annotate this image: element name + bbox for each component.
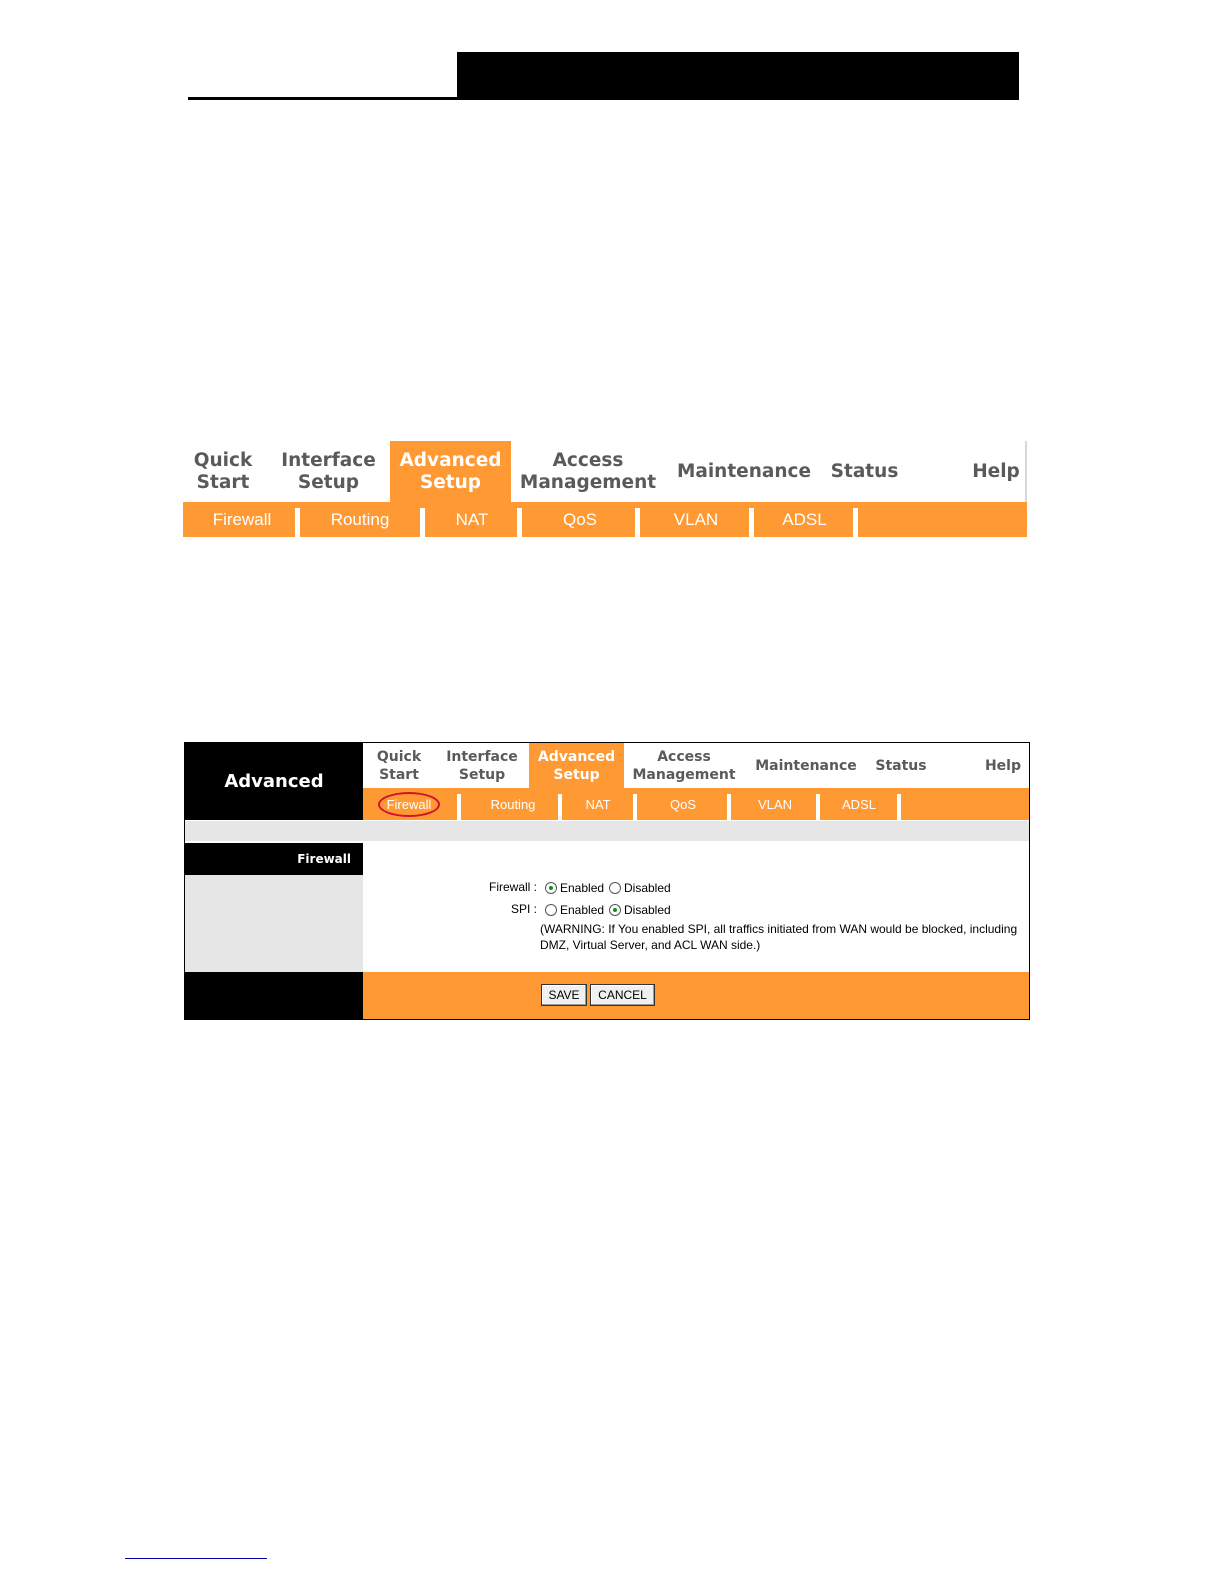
tab-maintenance[interactable]: Maintenance bbox=[755, 757, 857, 774]
enabled-text: Enabled bbox=[560, 881, 605, 895]
firewall-page-figure bbox=[184, 742, 1030, 1020]
tab-advanced-setup[interactable]: Advanced Setup bbox=[390, 441, 511, 502]
disabled-text: Disabled bbox=[624, 903, 671, 917]
sub-separator bbox=[633, 794, 637, 820]
subtab-vlan[interactable]: VLAN bbox=[758, 796, 792, 812]
sub-separator bbox=[749, 508, 754, 537]
subtab-firewall[interactable]: Firewall bbox=[212, 509, 272, 529]
firewall-disabled-radio[interactable] bbox=[609, 882, 621, 894]
subtab-qos[interactable]: QoS bbox=[669, 796, 696, 812]
sub-separator bbox=[897, 794, 901, 820]
spi-warning-text: (WARNING: If You enabled SPI, all traffics initiated from WAN would be blocked, including DMZ, Virtual Server, and ACL WAN side.) bbox=[540, 922, 1018, 952]
sub-separator bbox=[635, 508, 640, 537]
cancel-button[interactable]: CANCEL bbox=[590, 984, 655, 1006]
spi-disabled-option[interactable] bbox=[609, 903, 671, 917]
header-rule bbox=[188, 97, 458, 100]
sub-separator bbox=[853, 508, 858, 537]
sub-separator bbox=[457, 794, 461, 820]
firewall-enabled-radio[interactable] bbox=[545, 882, 557, 894]
tab-interface-setup[interactable]: Interface Setup bbox=[446, 748, 518, 783]
tab-help[interactable]: Help bbox=[984, 757, 1022, 774]
subtab-routing[interactable]: Routing bbox=[490, 796, 536, 812]
firewall-disabled-option[interactable] bbox=[609, 881, 671, 895]
sub-menu bbox=[183, 502, 1027, 537]
sub-menu bbox=[363, 788, 1030, 820]
subtab-firewall[interactable]: Firewall bbox=[386, 796, 432, 812]
tab-maintenance[interactable]: Maintenance bbox=[676, 460, 812, 482]
main-menu-tabs bbox=[183, 441, 1027, 502]
header-bar bbox=[457, 52, 1019, 100]
sub-separator bbox=[727, 794, 731, 820]
subtab-nat[interactable]: NAT bbox=[455, 509, 489, 529]
subtab-vlan[interactable]: VLAN bbox=[673, 509, 719, 529]
divider-strip bbox=[185, 821, 1030, 841]
sidebar-footer bbox=[185, 972, 363, 1020]
tab-status[interactable]: Status bbox=[830, 460, 899, 482]
tab-help[interactable]: Help bbox=[972, 460, 1020, 482]
spi-enabled-option[interactable] bbox=[545, 903, 604, 917]
disabled-text: Disabled bbox=[624, 881, 671, 895]
spi-disabled-radio[interactable] bbox=[609, 904, 621, 916]
footnote-rule bbox=[125, 1558, 267, 1559]
sidebar-panel bbox=[185, 875, 363, 972]
sub-separator bbox=[517, 508, 522, 537]
sub-separator bbox=[816, 794, 820, 820]
subtab-routing[interactable]: Routing bbox=[330, 509, 390, 529]
subtab-adsl[interactable]: ADSL bbox=[782, 509, 827, 529]
tab-quick-start[interactable]: Quick Start bbox=[376, 748, 422, 783]
sub-separator bbox=[420, 508, 425, 537]
section-title: Firewall bbox=[185, 843, 363, 875]
main-menu-figure bbox=[183, 441, 1027, 537]
action-footer bbox=[363, 972, 1030, 1020]
spi-enabled-radio[interactable] bbox=[545, 904, 557, 916]
spi-label: SPI : bbox=[510, 902, 537, 916]
tab-access-management[interactable]: Access Management bbox=[519, 449, 657, 493]
tab-quick-start[interactable]: Quick Start bbox=[193, 449, 253, 493]
brand-title: Advanced bbox=[185, 743, 363, 820]
firewall-enabled-option[interactable] bbox=[545, 881, 604, 895]
tab-access-management[interactable]: Access Management bbox=[632, 748, 736, 783]
enabled-text: Enabled bbox=[560, 903, 605, 917]
subtab-nat[interactable]: NAT bbox=[585, 796, 611, 812]
subtab-qos[interactable]: QoS bbox=[562, 509, 598, 529]
sub-separator bbox=[295, 508, 300, 537]
save-button[interactable]: SAVE bbox=[541, 984, 587, 1006]
tab-advanced-setup[interactable]: Advanced Setup bbox=[529, 743, 624, 788]
sub-separator bbox=[558, 794, 562, 820]
tab-status[interactable]: Status bbox=[875, 757, 927, 774]
tab-interface-setup[interactable]: Interface Setup bbox=[281, 449, 376, 493]
firewall-label: Firewall : bbox=[488, 880, 537, 894]
subtab-adsl[interactable]: ADSL bbox=[842, 796, 876, 812]
